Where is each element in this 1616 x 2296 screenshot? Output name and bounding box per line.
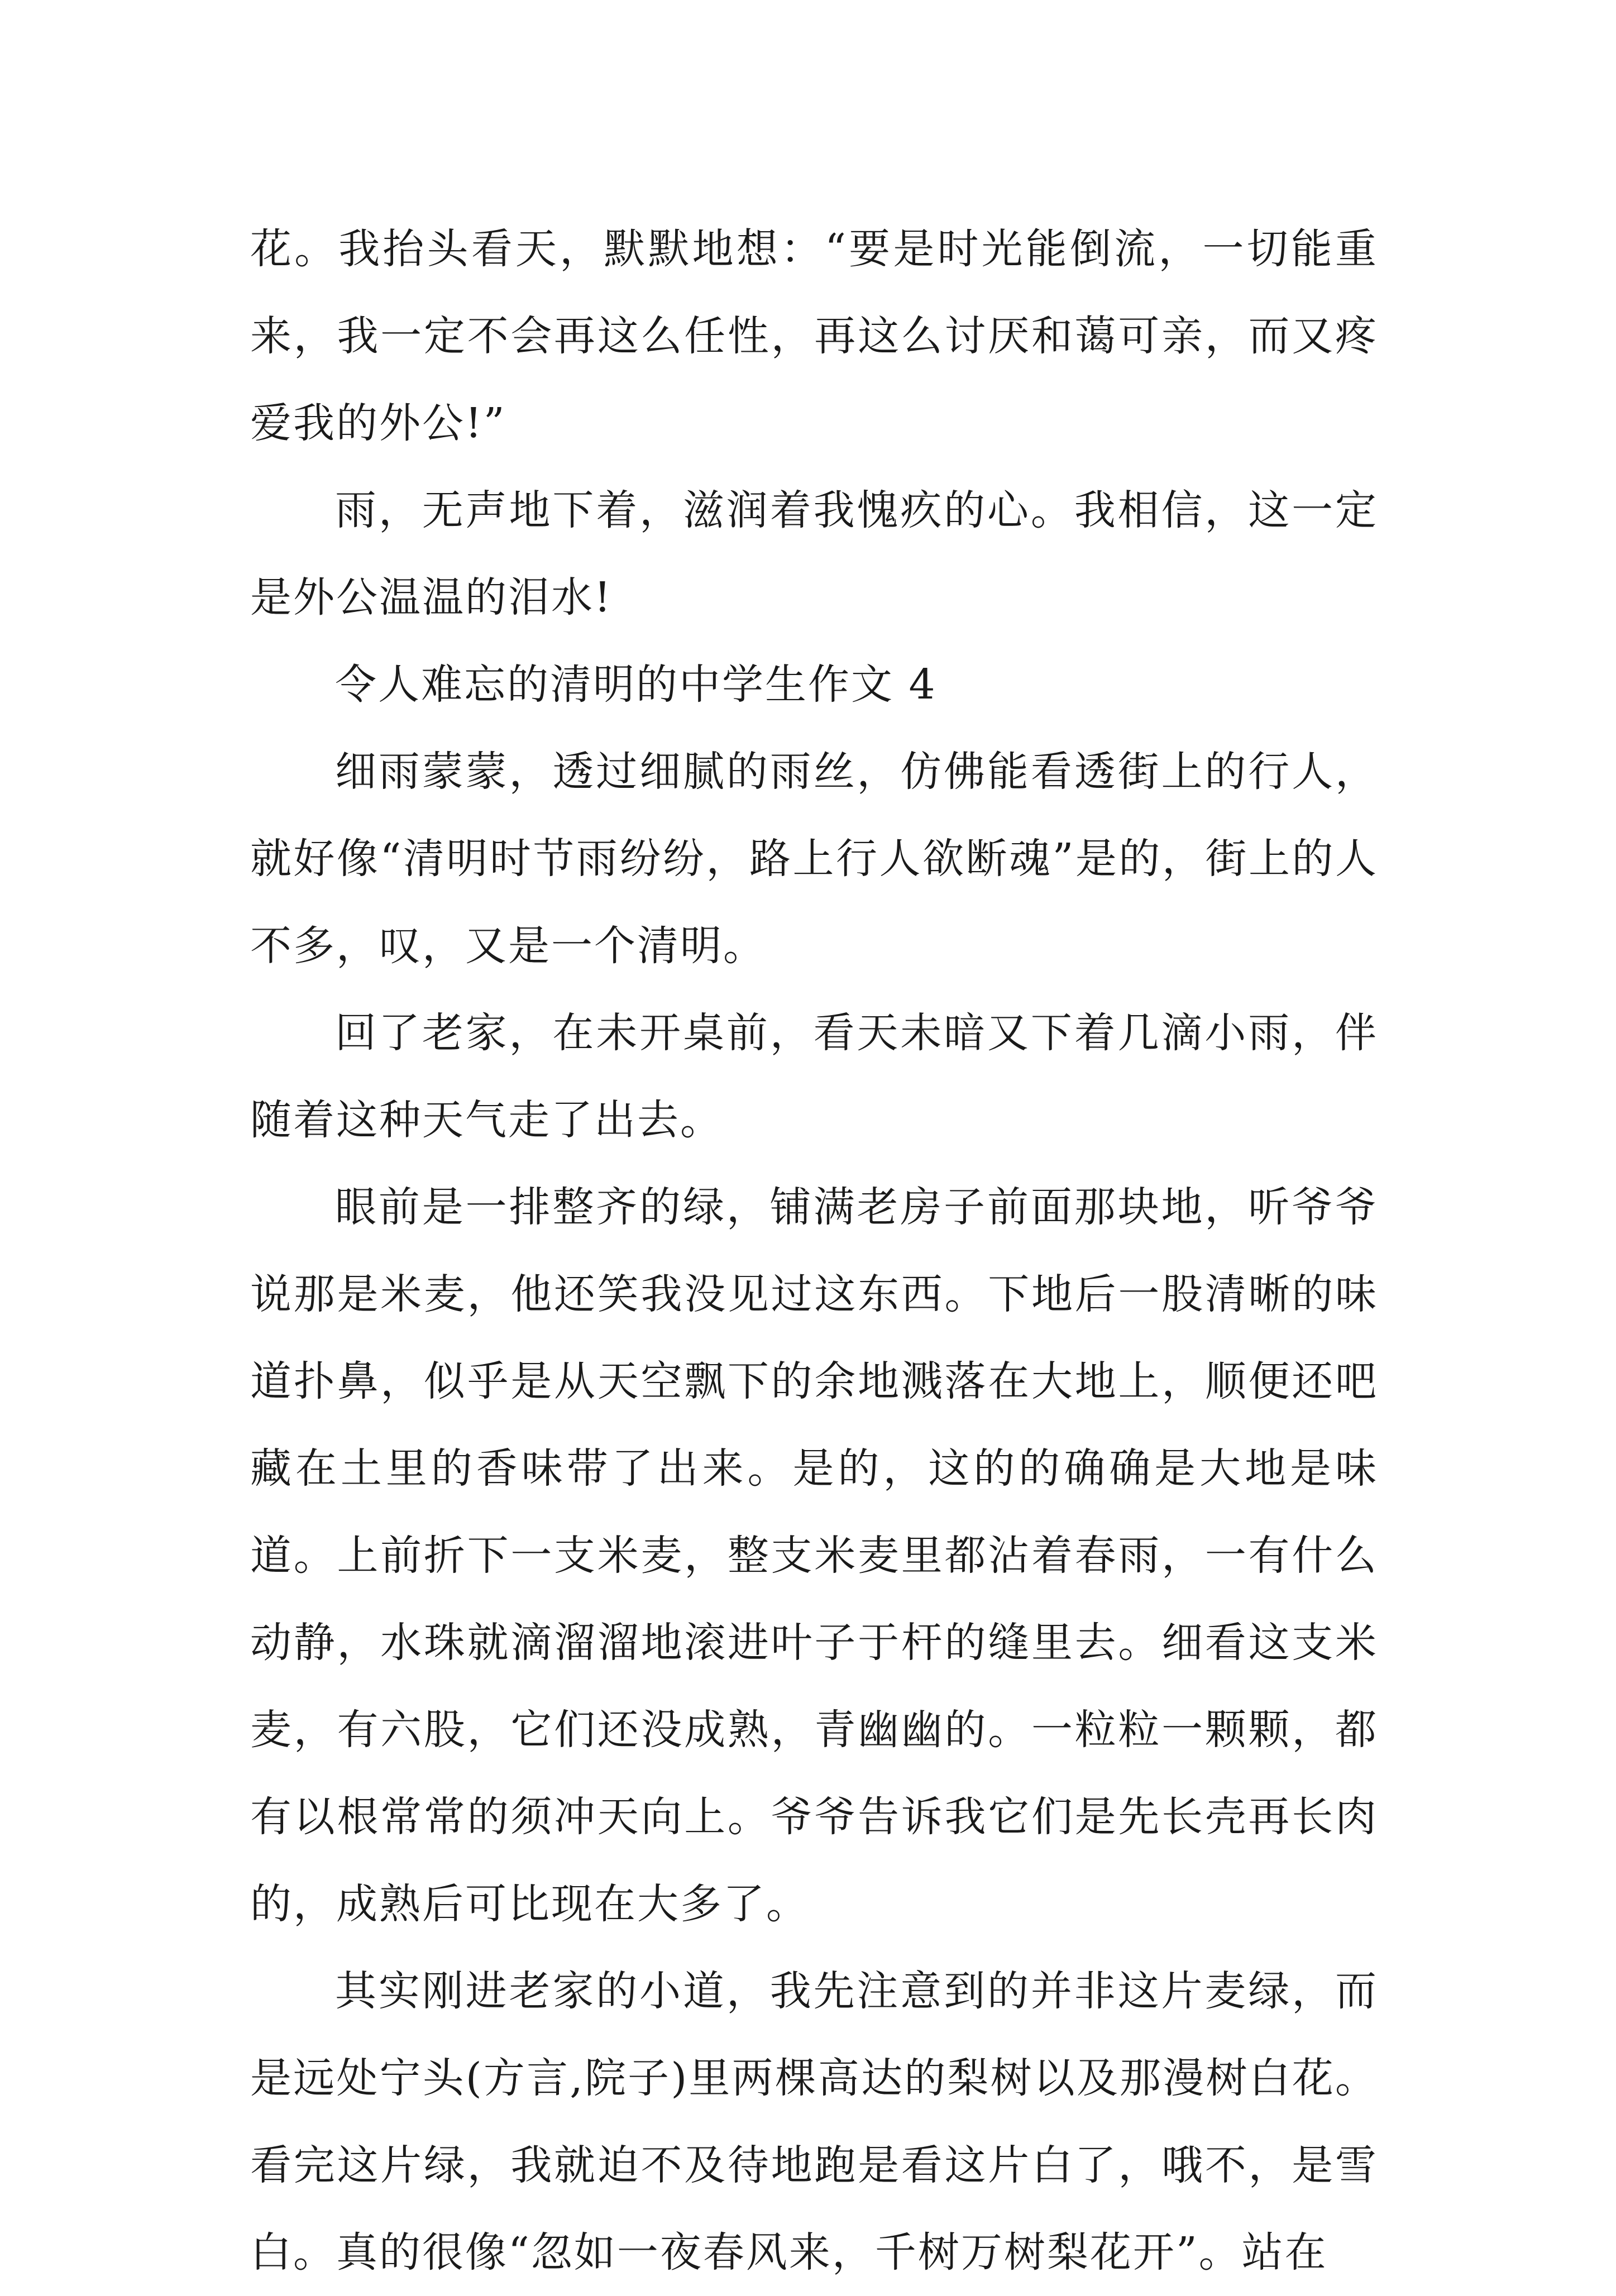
paragraph-continuation: 花。我抬头看天，默默地想：“要是时光能倒流，一切能重来，我一定不会再这么任性，再这么讨厌和蔼可亲，而又疼爱我的外公!” bbox=[250, 225, 1378, 447]
paragraph-drizzle: 细雨蒙蒙，透过细腻的雨丝，仿佛能看透街上的行人，就好像“清明时节雨纷纷，路上行人欲断魂”是的，街上的人不多，叹，又是一个清明。 bbox=[250, 748, 1378, 970]
paragraph-wheat-field: 眼前是一排整齐的绿，铺满老房子前面那块地，听爷爷说那是米麦，他还笑我没见过这东西。下地后一股清晰的味道扑鼻，似乎是从天空飘下的余地溅落在大地上，顺便还吧藏在土里的香味带了出来。是的，这的的确确是大地是味道。上前折下一支米麦，整支米麦里都沾着春雨，一有什么动静，水珠就滴溜溜地滚进叶子于杆的缝里去。细看这支米麦，有六股，它们还没成熟，青幽幽的。一粒粒一颗颗，都有以根常常的须冲天向上。爷爷告诉我它们是先长壳再长肉的，成熟后可比现在大多了。 bbox=[250, 1183, 1378, 1928]
document-body bbox=[250, 205, 1378, 2296]
paragraph-rain: 雨，无声地下着，滋润着我愧疚的心。我相信，这一定是外公温温的泪水! bbox=[250, 486, 1378, 621]
paragraph-hometown: 回了老家，在未开桌前，看天未暗又下着几滴小雨，伴随着这种天气走了出去。 bbox=[250, 1009, 1378, 1144]
essay-title: 令人难忘的清明的中学生作文 4 bbox=[335, 661, 937, 709]
paragraph-pear-trees: 其实刚进老家的小道，我先注意到的并非这片麦绿，而是远处宁头(方言,院子)里两棵高达的梨树以及那漫树白花。看完这片绿，我就迫不及待地跑是看这片白了，哦不，是雪白。真的很像“忽如一夜春风来，千树万树梨花开”。站在 bbox=[250, 1967, 1378, 2276]
